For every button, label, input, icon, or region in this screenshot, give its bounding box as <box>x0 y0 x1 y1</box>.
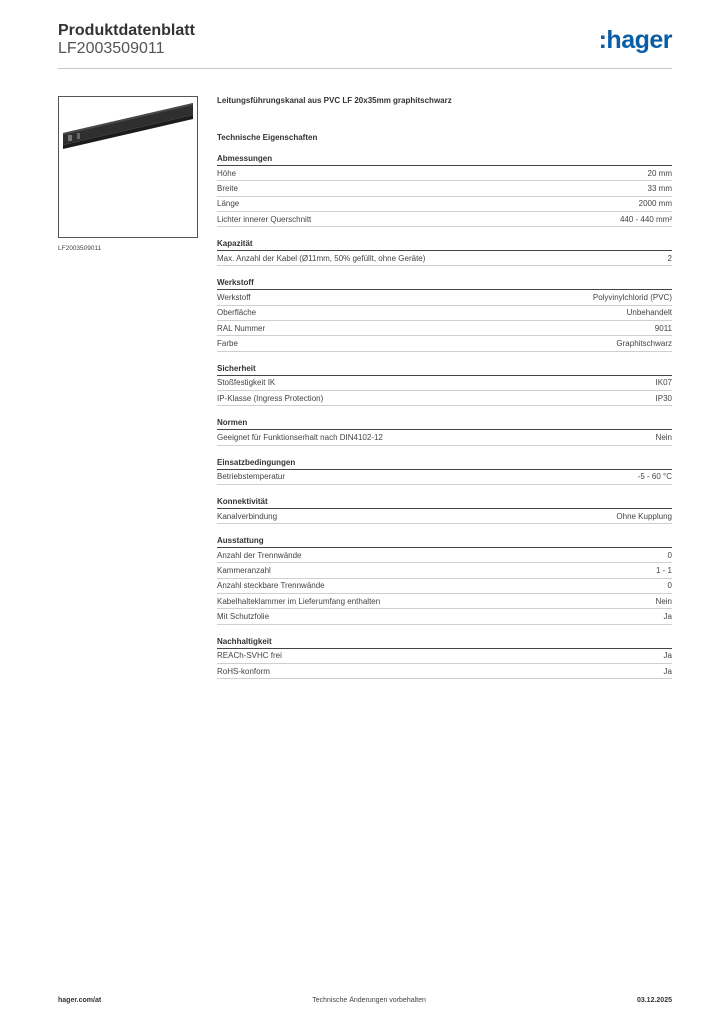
spec-value: 0 <box>667 581 672 591</box>
spec-label: Lichter innerer Querschnitt <box>217 214 312 224</box>
spec-row <box>217 664 672 679</box>
cable-duct-illustration <box>59 97 197 237</box>
spec-sections <box>217 154 672 679</box>
spec-row <box>217 609 672 624</box>
spec-label: Farbe <box>217 339 238 349</box>
spec-row <box>217 251 672 266</box>
spec-row <box>217 376 672 391</box>
spec-value: 20 mm <box>647 168 672 178</box>
spec-row <box>217 649 672 664</box>
spec-section <box>217 418 672 445</box>
tech-properties-heading: Technische Eigenschaften <box>217 133 318 142</box>
spec-row <box>217 563 672 578</box>
spec-section <box>217 278 672 351</box>
spec-label: Höhe <box>217 168 237 178</box>
spec-section <box>217 364 672 407</box>
footer-date: 03.12.2025 <box>636 997 672 1004</box>
image-caption: LF2003509011 <box>58 245 102 252</box>
section-title: Normen <box>217 418 672 430</box>
spec-label: Länge <box>217 199 240 209</box>
spec-row <box>217 166 672 181</box>
spec-value: IP30 <box>655 393 672 403</box>
spec-value: Ja <box>663 611 672 621</box>
section-title: Sicherheit <box>217 364 672 376</box>
spec-section <box>217 637 672 680</box>
spec-label: Geeignet für Funktionserhalt nach DIN4102-12 <box>217 432 383 442</box>
product-specifications <box>217 96 672 691</box>
section-title: Nachhaltigkeit <box>217 637 672 649</box>
spec-row <box>217 509 672 524</box>
section-title: Konnektivität <box>217 497 672 509</box>
section-title: Abmessungen <box>217 154 672 166</box>
spec-row <box>217 212 672 227</box>
page-footer <box>58 997 672 1004</box>
spec-value: Unbehandelt <box>626 308 672 318</box>
spec-row <box>217 470 672 485</box>
spec-label: IP-Klasse (Ingress Protection) <box>217 393 324 403</box>
spec-row <box>217 181 672 196</box>
header-divider <box>58 68 672 69</box>
spec-row <box>217 306 672 321</box>
spec-label: Mit Schutzfolie <box>217 611 270 621</box>
spec-value: Nein <box>655 432 672 442</box>
spec-label: RAL Nummer <box>217 323 266 333</box>
spec-value: Ja <box>663 651 672 661</box>
spec-label: Werkstoff <box>217 293 251 303</box>
section-title: Kapazität <box>217 239 672 251</box>
spec-value: 0 <box>667 550 672 560</box>
spec-value: 440 - 440 mm² <box>619 214 672 224</box>
spec-value: Polyvinylchlorid (PVC) <box>592 293 672 303</box>
spec-value: 2 <box>667 253 672 263</box>
section-title: Einsatzbedingungen <box>217 458 672 470</box>
spec-value: Ohne Kupplung <box>616 511 672 521</box>
spec-section <box>217 458 672 485</box>
spec-value: -5 - 60 °C <box>637 472 672 482</box>
spec-label: Max. Anzahl der Kabel (Ø11mm, 50% gefüllt, ohne Geräte) <box>217 253 426 263</box>
spec-label: Kabelhalteklammer im Lieferumfang enthalten <box>217 596 381 606</box>
footer-notice: Technische Änderungen vorbehalten <box>312 997 426 1004</box>
spec-label: Kammeranzahl <box>217 566 271 576</box>
spec-section <box>217 154 672 227</box>
page-header <box>58 22 672 58</box>
spec-row <box>217 336 672 351</box>
hager-logo: :hager <box>598 26 672 54</box>
spec-section <box>217 239 672 266</box>
section-title: Werkstoff <box>217 278 672 290</box>
spec-section <box>217 536 672 624</box>
spec-value: 33 mm <box>647 183 672 193</box>
spec-label: Breite <box>217 183 238 193</box>
product-image <box>58 96 198 238</box>
spec-value: IK07 <box>655 378 672 388</box>
spec-section <box>217 497 672 524</box>
spec-label: Oberfläche <box>217 308 257 318</box>
spec-value: Ja <box>663 666 672 676</box>
spec-row <box>217 548 672 563</box>
spec-row <box>217 391 672 406</box>
spec-value: 9011 <box>654 323 672 333</box>
document-title: Produktdatenblatt <box>58 22 195 39</box>
section-title: Ausstattung <box>217 536 672 548</box>
article-number: LF2003509011 <box>58 40 165 57</box>
spec-row <box>217 197 672 212</box>
spec-row <box>217 430 672 445</box>
spec-label: REACh-SVHC frei <box>217 651 282 661</box>
spec-label: Anzahl steckbare Trennwände <box>217 581 325 591</box>
spec-label: Kanalverbindung <box>217 511 278 521</box>
spec-value: 1 - 1 <box>655 566 672 576</box>
spec-label: RoHS-konform <box>217 666 270 676</box>
spec-value: 2000 mm <box>638 199 672 209</box>
spec-row <box>217 594 672 609</box>
spec-row <box>217 290 672 305</box>
spec-label: Anzahl der Trennwände <box>217 550 302 560</box>
spec-label: Betriebstemperatur <box>217 472 286 482</box>
spec-value: Nein <box>655 596 672 606</box>
footer-website[interactable]: hager.com/at <box>58 997 102 1004</box>
spec-value: Graphitschwarz <box>616 339 672 349</box>
product-name: Leitungsführungskanal aus PVC LF 20x35mm graphitschwarz <box>217 96 452 105</box>
spec-row <box>217 579 672 594</box>
spec-label: Stoßfestigkeit IK <box>217 378 276 388</box>
spec-row <box>217 321 672 336</box>
